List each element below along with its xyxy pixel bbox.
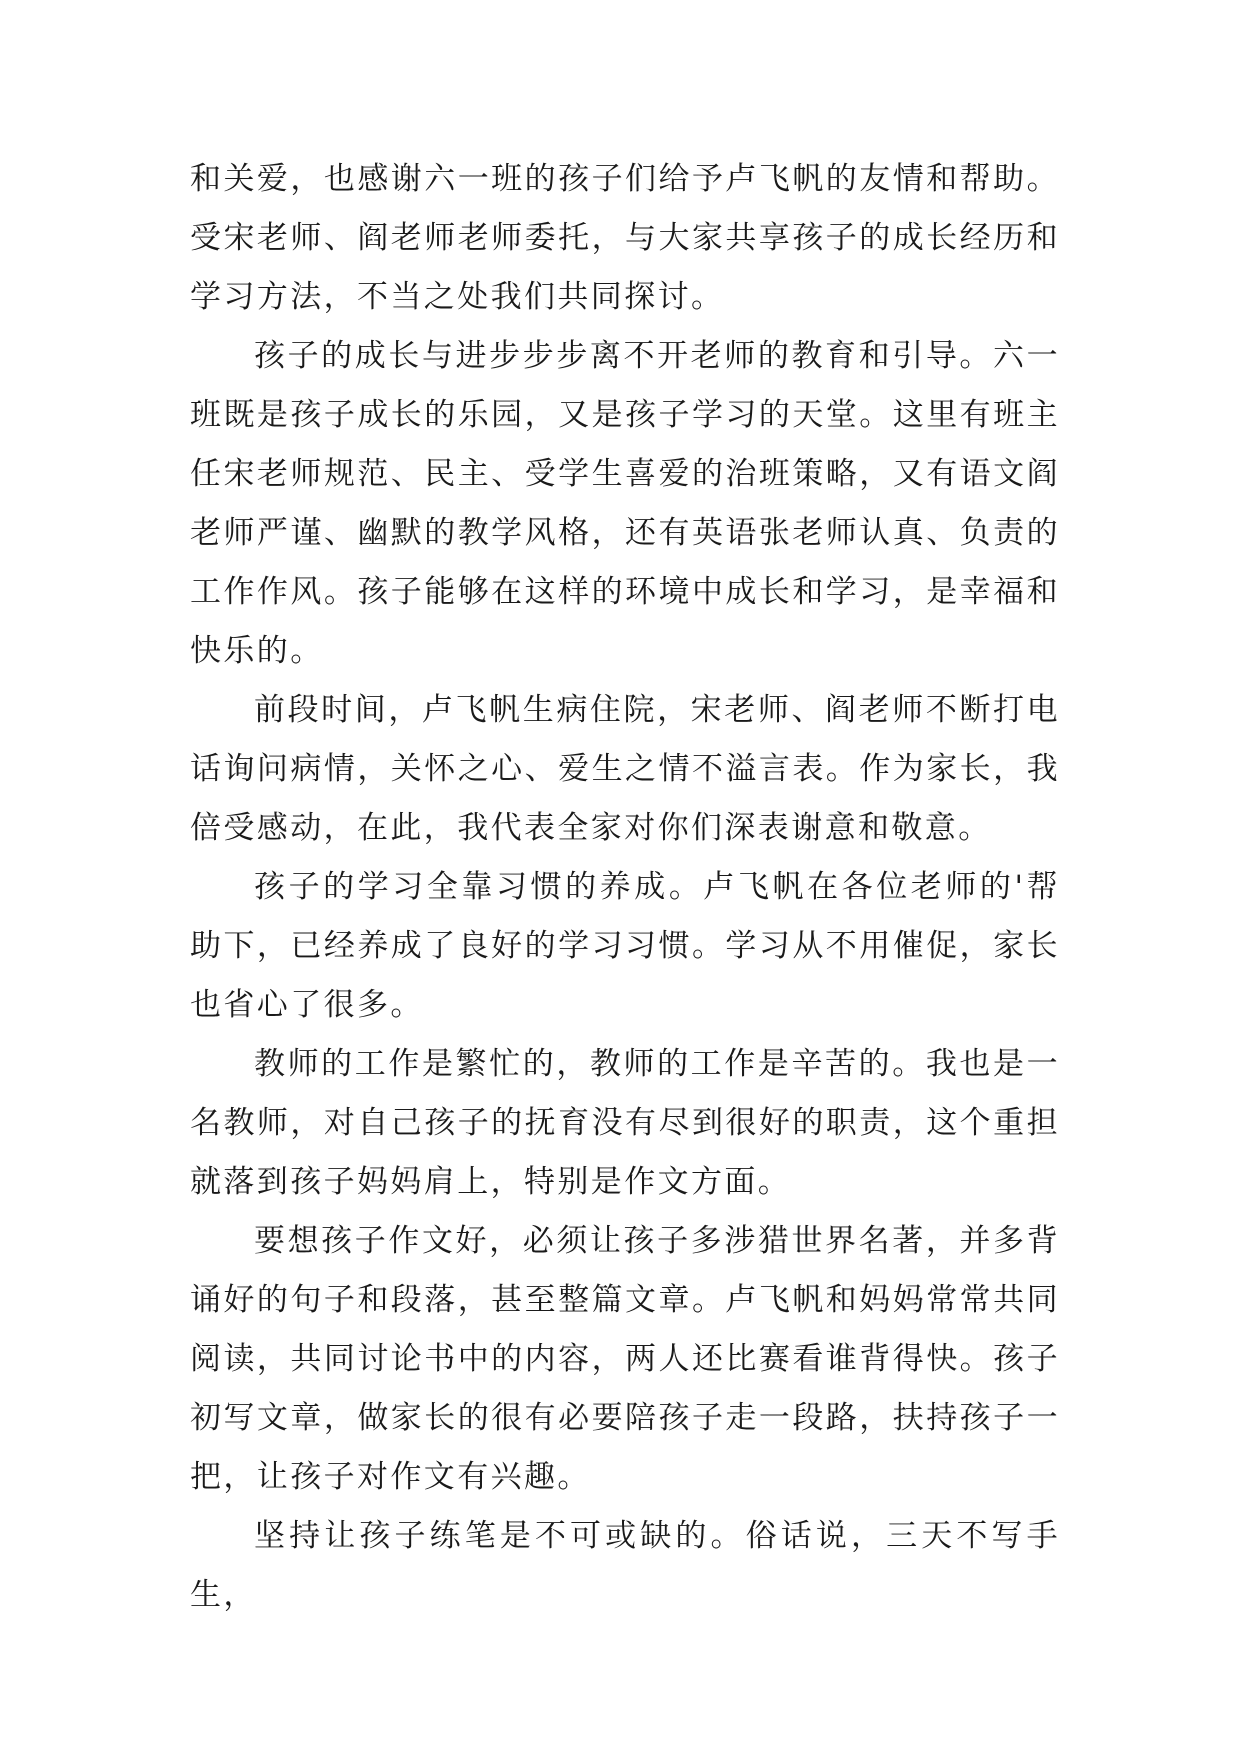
paragraph-3: 前段时间，卢飞帆生病住院，宋老师、阎老师不断打电话询问病情，关怀之心、爱生之情不溢言表。作为家长，我倍受感动，在此，我代表全家对你们深表谢意和敬意。 [190,692,1060,846]
paragraph-4: 孩子的学习全靠习惯的养成。卢飞帆在各位老师的'帮助下，已经养成了良好的学习习惯。学习从不用催促，家长也省心了很多。 [190,869,1060,1023]
paragraph-7: 坚持让孩子练笔是不可或缺的。俗话说，三天不写手生， [190,1518,1060,1613]
paragraph-5: 教师的工作是繁忙的，教师的工作是辛苦的。我也是一名教师，对自己孩子的抚育没有尽到很好的职责，这个重担就落到孩子妈妈肩上，特别是作文方面。 [190,1046,1060,1200]
paragraph-2: 孩子的成长与进步步步离不开老师的教育和引导。六一班既是孩子成长的乐园，又是孩子学习的天堂。这里有班主任宋老师规范、民主、受学生喜爱的治班策略，又有语文阎老师严谨、幽默的教学风格，还有英语张老师认真、负责的工作作风。孩子能够在这样的环境中成长和学习，是幸福和快乐的。 [190,338,1060,669]
document-page [190,150,1060,1625]
paragraph-6: 要想孩子作文好，必须让孩子多涉猎世界名著，并多背诵好的句子和段落，甚至整篇文章。卢飞帆和妈妈常常共同阅读，共同讨论书中的内容，两人还比赛看谁背得快。孩子初写文章，做家长的很有必要陪孩子走一段路，扶持孩子一把，让孩子对作文有兴趣。 [190,1223,1060,1495]
paragraph-1: 和关爱，也感谢六一班的孩子们给予卢飞帆的友情和帮助。受宋老师、阎老师老师委托，与大家共享孩子的成长经历和学习方法，不当之处我们共同探讨。 [190,161,1060,315]
